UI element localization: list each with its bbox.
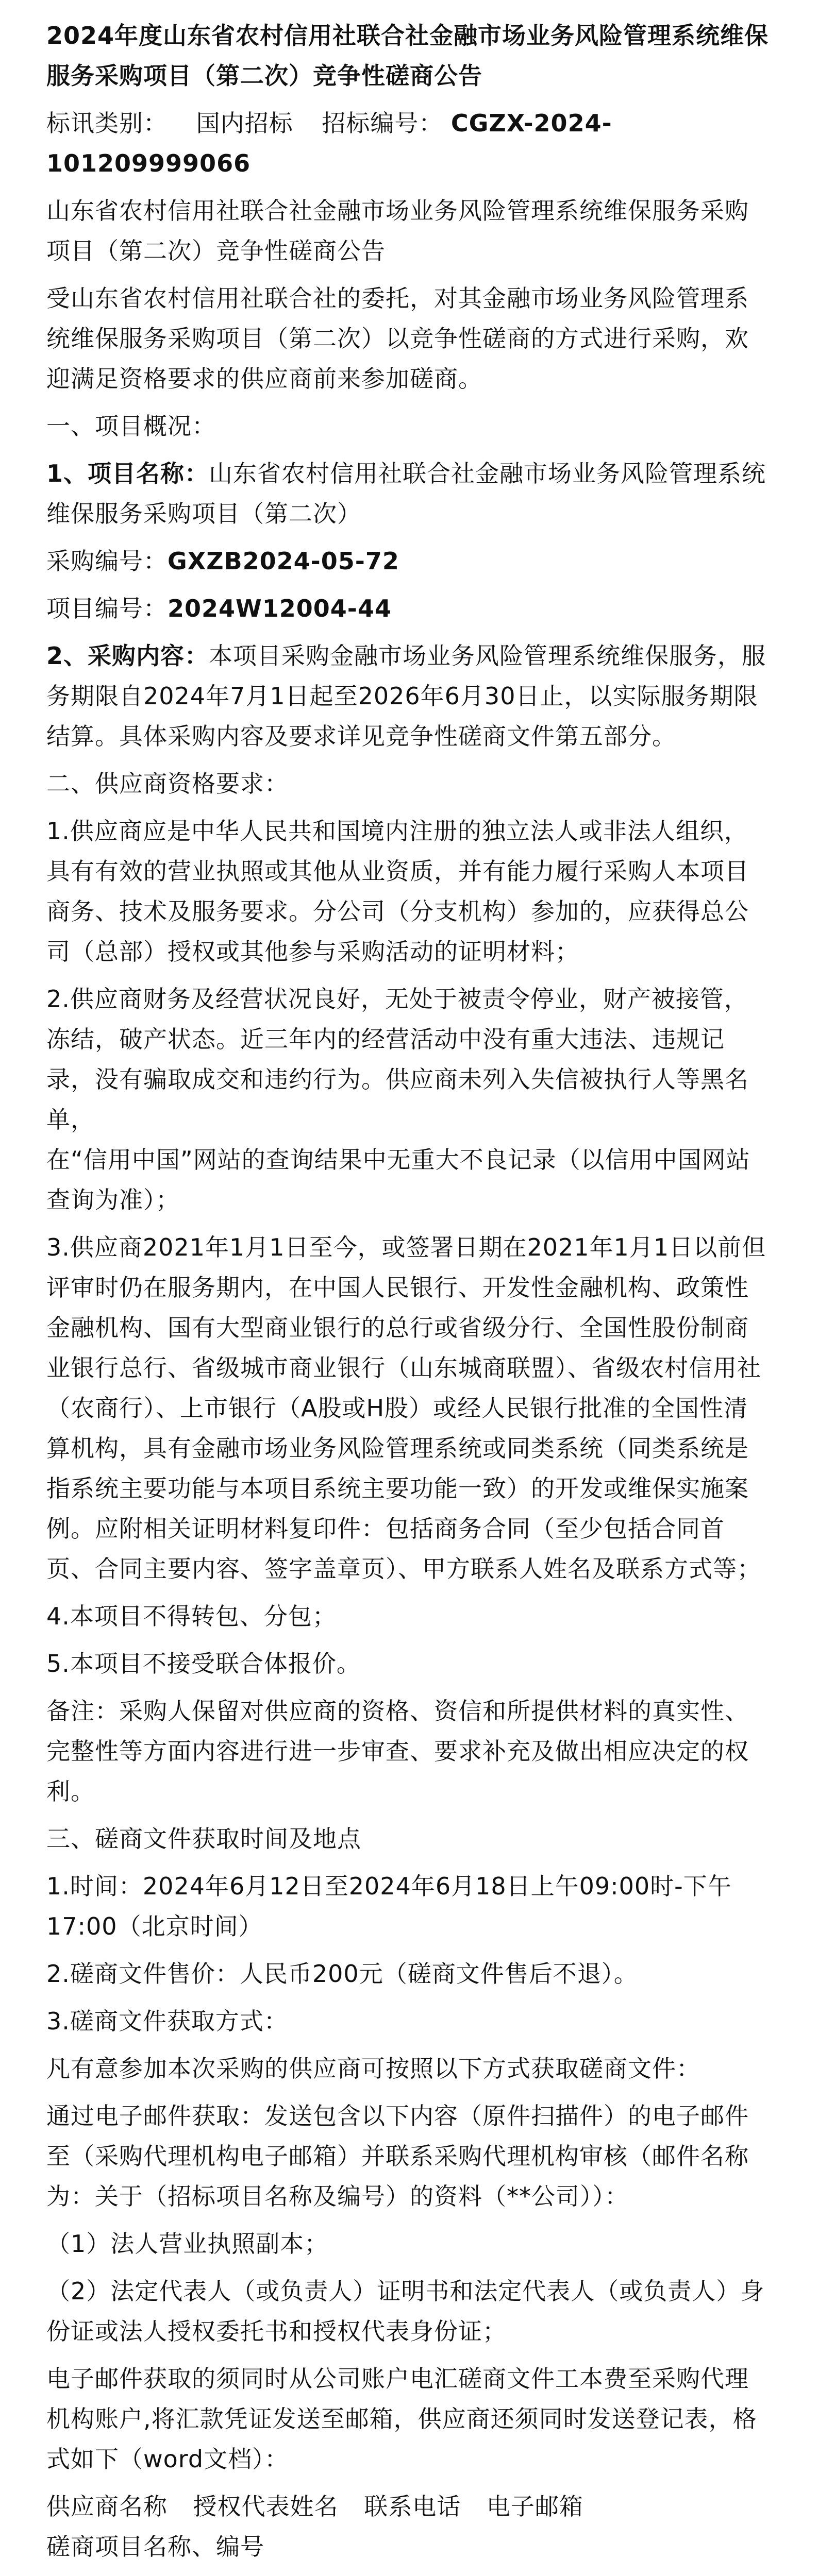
section-3-title: 三、磋商文件获取时间及地点 xyxy=(46,1825,361,1853)
document-title: 2024年度山东省农村信用社联合社金融市场业务风险管理系统维保服务采购项目（第二次）竞争性磋商公告 xyxy=(46,22,769,90)
procurement-content-text: 本项目采购金融市场业务风险管理系统维保服务，服务期限自2024年7月1日起至2026年6月30日止，以实际服务期限结算。具体采购内容及要求详见竞争性磋商文件第五部分。 xyxy=(46,642,766,750)
requirement-1: 1.供应商应是中华人民共和国境内注册的独立法人或非法人组织，具有有效的营业执照或其他从业资质，并有能力履行采购人本项目商务、技术及服务要求。分公司（分支机构）参加的，应获得总公司（总部）授权或其他参与采购活动的证明材料； xyxy=(46,817,749,965)
required-doc-1: （1）法人营业执照副本； xyxy=(46,2230,329,2258)
spacer xyxy=(46,2574,772,2576)
procurement-number-label: 采购编号： xyxy=(46,547,168,575)
project-number-label: 项目编号： xyxy=(46,595,168,622)
project-name-label: 1、项目名称： xyxy=(46,460,209,487)
acquisition-method-title: 3.磋商文件获取方式： xyxy=(46,2007,288,2035)
project-name-item xyxy=(46,453,772,534)
form-field: 磋商项目名称、编号 xyxy=(46,2533,264,2561)
bid-meta-line xyxy=(46,103,772,183)
bid-number-label: 招标编号： xyxy=(322,109,443,137)
acquisition-time: 1.时间：2024年6月12日至2024年6月18日上午09:00时-下午17:00（北京时间） xyxy=(46,1872,732,1940)
registration-form-fields xyxy=(46,2486,772,2567)
requirement-2-part-b: 在“信用中国”网站的查询结果中无重大不良记录（以信用中国网站查询为准）； xyxy=(46,1146,750,1214)
acquisition-method-desc: 凡有意参加本次采购的供应商可按照以下方式获取磋商文件： xyxy=(46,2055,700,2082)
project-heading: 山东省农村信用社联合社金融市场业务风险管理系统维保服务采购项目（第二次）竞争性磋商公告 xyxy=(46,197,749,265)
form-field: 供应商名称 xyxy=(46,2493,168,2520)
requirement-5: 5.本项目不接受联合体报价。 xyxy=(46,1650,361,1677)
bid-category-label: 标讯类别： xyxy=(46,109,168,137)
form-field: 联系电话 xyxy=(364,2493,461,2520)
section-1-title: 一、项目概况： xyxy=(46,412,216,440)
intro-paragraph: 受山东省农村信用社联合社的委托，对其金融市场业务风险管理系统维保服务采购项目（第二次）以竞争性磋商的方式进行采购，欢迎满足资格要求的供应商前来参加磋商。 xyxy=(46,284,749,393)
project-number-value: 2024W12004-44 xyxy=(168,595,392,622)
form-field: 授权代表姓名 xyxy=(193,2493,339,2520)
procurement-content-item xyxy=(46,636,772,756)
procurement-number-value: GXZB2024-05-72 xyxy=(168,547,399,575)
bid-number-value: CGZX-2024-101209999066 xyxy=(46,109,612,177)
requirement-4: 4.本项目不得转包、分包； xyxy=(46,1602,337,1630)
document-price: 2.磋商文件售价：人民币200元（磋商文件售后不退）。 xyxy=(46,1960,638,1988)
procurement-content-label: 2、采购内容： xyxy=(46,642,209,670)
requirement-2-part-a: 2.供应商财务及经营状况良好，无处于被责令停业，财产被接管，冻结，破产状态。近三年内的经营活动中没有重大违法、违规记录，没有骗取成交和违约行为。供应商未列入失信被执行人等黑名单， xyxy=(46,985,749,1133)
form-field: 电子邮箱 xyxy=(486,2493,583,2520)
required-doc-2: （2）法定代表人（或负责人）证明书和法定代表人（或负责人）身份证或法人授权委托书和授权代表身份证； xyxy=(46,2277,765,2345)
procurement-number xyxy=(46,541,772,581)
section-2-title: 二、供应商资格要求： xyxy=(46,770,289,798)
payment-instructions: 电子邮件获取的须同时从公司账户电汇磋商文件工本费至采购代理机构账户,将汇款凭证发送至邮箱，供应商还须同时发送登记表，格式如下（word文档）： xyxy=(46,2365,757,2473)
bid-category-value: 国内招标 xyxy=(196,109,293,137)
qualification-note: 备注：采购人保留对供应商的资格、资信和所提供材料的真实性、完整性等方面内容进行进一步审查、要求补充及做出相应决定的权利。 xyxy=(46,1697,749,1805)
requirement-3: 3.供应商2021年1月1日至今，或签署日期在2021年1月1日以前但评审时仍在服务期内，在中国人民银行、开发性金融机构、政策性金融机构、国有大型商业银行的总行或省级分行、全国性股份制商业银行总行、省级城市商业银行（山东城商联盟）、省级农村信用社（农商行）、上市银行（A股或H股）或经人民银行批准的全国性清算机构，具有金融市场业务风险管理系统或同类系统（同类系统是指系统主要功能与本项目系统主要功能一致）的开发或维保实施案例。应附相关证明材料复印件：包括商务合同（至少包括合同首页、合同主要内容、签字盖章页）、甲方联系人姓名及联系方式等； xyxy=(46,1233,766,1583)
project-name-text: 山东省农村信用社联合社金融市场业务风险管理系统维保服务采购项目（第二次） xyxy=(46,460,766,528)
email-method: 通过电子邮件获取：发送包含以下内容（原件扫描件）的电子邮件至（采购代理机构电子邮箱）并联系采购代理机构审核（邮件名称为：关于（招标项目名称及编号）的资料（**公司））： xyxy=(46,2102,749,2210)
project-number xyxy=(46,588,772,629)
